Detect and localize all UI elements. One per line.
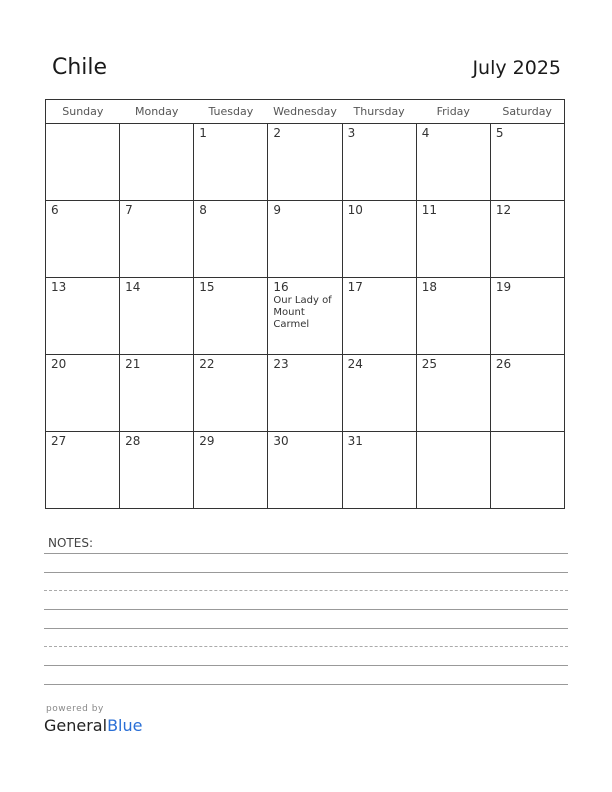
- calendar-week-row: [46, 432, 565, 509]
- day-number: 10: [347, 203, 363, 217]
- day-cell: [490, 278, 564, 355]
- day-number: 5: [495, 126, 504, 140]
- day-cell: [490, 201, 564, 278]
- day-cell: [46, 432, 120, 509]
- country-title: Chile: [52, 55, 108, 80]
- day-cell: [46, 124, 120, 201]
- day-cell: [268, 432, 342, 509]
- day-cell: [268, 124, 342, 201]
- weekday-header-row: [46, 100, 565, 124]
- day-number: 12: [495, 203, 512, 217]
- notes-label: NOTES:: [48, 536, 93, 550]
- calendar-week-row: [46, 124, 565, 201]
- day-number: [120, 124, 193, 126]
- day-number: 20: [51, 357, 67, 371]
- day-cell: [120, 278, 194, 355]
- notes-line: [44, 665, 568, 666]
- day-cell: [342, 355, 416, 432]
- day-number: 22: [199, 357, 215, 371]
- notes-line: [44, 646, 568, 647]
- day-number: 9: [273, 203, 282, 217]
- day-cell: [342, 432, 416, 509]
- day-number: 23: [273, 357, 289, 371]
- day-cell: [416, 201, 490, 278]
- notes-line: [44, 590, 568, 591]
- day-cell: [268, 201, 342, 278]
- notes-line: [44, 609, 568, 610]
- day-number: 28: [125, 434, 141, 448]
- day-cell: [120, 124, 194, 201]
- day-cell: [194, 355, 268, 432]
- day-cell: [490, 124, 564, 201]
- day-number: 2: [273, 126, 282, 140]
- day-cell: [416, 355, 490, 432]
- day-number: 14: [125, 280, 141, 294]
- holiday-label: Our Lady of Mount Carmel: [273, 295, 332, 330]
- day-cell: [268, 278, 342, 355]
- day-cell: [416, 432, 490, 509]
- day-number: 18: [421, 280, 437, 294]
- day-cell: [120, 432, 194, 509]
- day-number: 26: [495, 357, 512, 371]
- day-number: 30: [273, 434, 289, 448]
- calendar-week-row: [46, 278, 565, 355]
- day-number: 29: [199, 434, 215, 448]
- month-title: July 2025: [472, 57, 561, 79]
- day-number: 31: [347, 434, 363, 448]
- day-cell: [268, 355, 342, 432]
- day-number: 6: [51, 203, 59, 217]
- day-number: 11: [421, 203, 437, 217]
- brand-logo: [44, 716, 142, 735]
- notes-line: [44, 553, 568, 554]
- day-cell: [46, 278, 120, 355]
- powered-by-text: powered by: [46, 704, 104, 714]
- day-number: 21: [125, 357, 141, 371]
- weekday-header: Monday: [120, 100, 194, 124]
- day-number: 15: [199, 280, 215, 294]
- day-number: 1: [199, 126, 207, 140]
- day-number: [46, 124, 119, 126]
- day-cell: [120, 355, 194, 432]
- day-cell: [194, 278, 268, 355]
- day-cell: [416, 278, 490, 355]
- day-cell: [490, 432, 564, 509]
- day-cell: [46, 201, 120, 278]
- day-number: 25: [421, 357, 437, 371]
- calendar-week-row: [46, 201, 565, 278]
- weekday-header: Saturday: [490, 100, 564, 124]
- day-cell: [342, 201, 416, 278]
- day-number: 24: [347, 357, 363, 371]
- weekday-header: Sunday: [46, 100, 120, 124]
- day-cell: [120, 201, 194, 278]
- day-number: 27: [51, 434, 67, 448]
- day-cell: [46, 355, 120, 432]
- day-cell: [490, 355, 564, 432]
- day-cell: [194, 201, 268, 278]
- notes-line: [44, 628, 568, 629]
- weekday-header: Thursday: [342, 100, 416, 124]
- day-number: 16: [273, 280, 289, 294]
- brand-blue: Blue: [107, 716, 143, 735]
- day-number: 7: [125, 203, 133, 217]
- notes-line: [44, 572, 568, 573]
- day-number: 4: [421, 126, 430, 140]
- weekday-header: Wednesday: [268, 100, 342, 124]
- day-cell: [194, 124, 268, 201]
- brand-general: General: [44, 716, 108, 735]
- day-number: 19: [495, 280, 512, 294]
- day-number: [417, 432, 490, 434]
- day-cell: [342, 124, 416, 201]
- day-cell: [194, 432, 268, 509]
- day-number: 13: [51, 280, 67, 294]
- day-number: [491, 432, 564, 434]
- calendar-grid: [45, 99, 565, 509]
- weekday-header: Tuesday: [194, 100, 268, 124]
- day-number: 3: [347, 126, 356, 140]
- day-number: 17: [347, 280, 363, 294]
- weekday-header: Friday: [416, 100, 490, 124]
- day-number: 8: [199, 203, 207, 217]
- calendar-week-row: [46, 355, 565, 432]
- day-cell: [416, 124, 490, 201]
- notes-line: [44, 684, 568, 685]
- day-cell: [342, 278, 416, 355]
